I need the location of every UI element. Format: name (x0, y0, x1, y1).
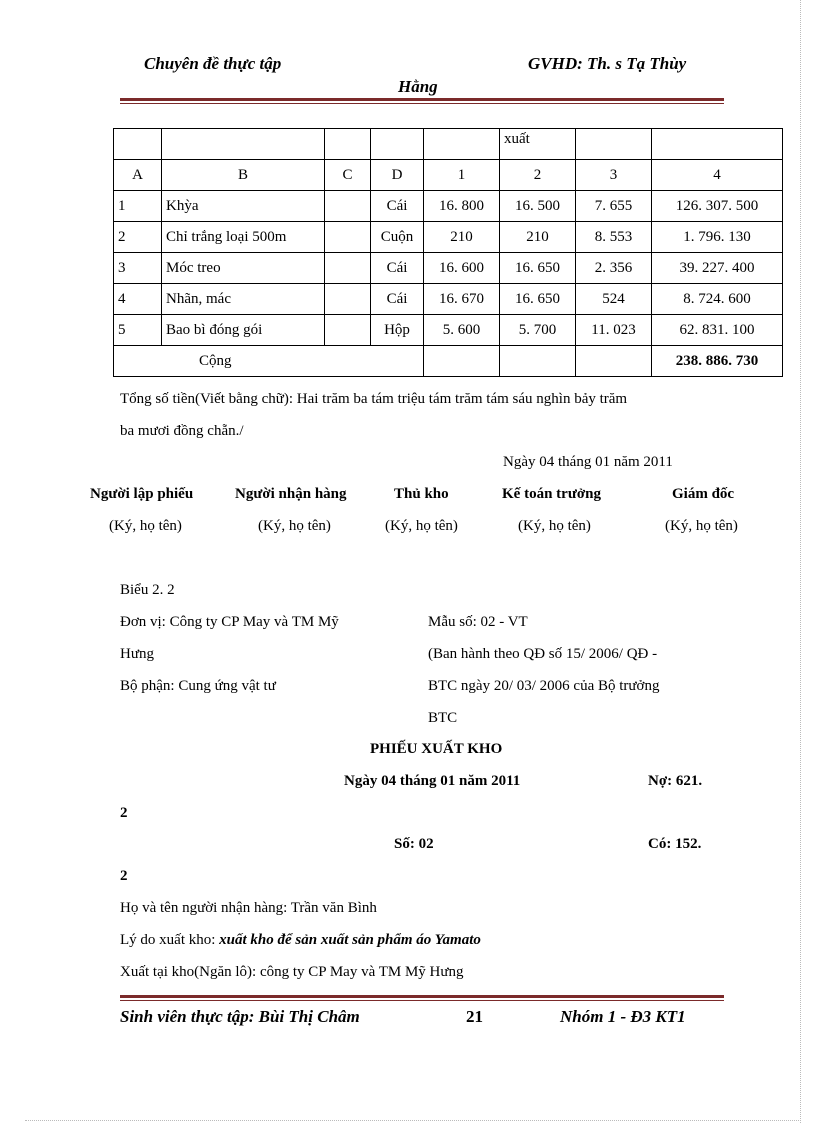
credit-account-cont: 2 (120, 868, 128, 884)
header-rule (120, 98, 724, 104)
items-table (113, 128, 783, 377)
table-row: 2 Chỉ trắng loại 500m Cuộn 210 210 8. 553 1. 796. 130 (114, 222, 783, 253)
reason-line (120, 932, 481, 949)
signature-title-receiver: Người nhận hàng (235, 486, 347, 502)
footer-group: Nhóm 1 - Đ3 KT1 (560, 1007, 686, 1026)
credit-account: Có: 152. (648, 836, 702, 852)
page-edge-right (800, 0, 801, 1123)
signature-note-chief-accountant: (Ký, họ tên) (518, 518, 591, 534)
footer-rule (120, 995, 724, 1001)
header-xuat: xuất (500, 129, 576, 160)
signature-title-director: Giám đốc (672, 486, 735, 502)
signature-title-storekeeper: Thủ kho (394, 486, 449, 502)
table-row: 1 Khỳa Cái 16. 800 16. 500 7. 655 126. 307. 500 (114, 191, 783, 222)
decree-line1: (Ban hành theo QĐ số 15/ 2006/ QĐ - (428, 646, 658, 662)
table-header-partial-row (114, 129, 783, 160)
decree-line2: BTC ngày 20/ 03/ 2006 của Bộ trưởng (428, 678, 660, 694)
warehouse-line: Xuất tại kho(Ngăn lô): công ty CP May và TM Mỹ Hưng (120, 964, 464, 980)
total-value: 238. 886. 730 (652, 346, 783, 377)
footer-student: Sinh viên thực tập: Bùi Thị Châm (120, 1007, 360, 1026)
amount-words-line1: Tổng số tiền(Viết bằng chữ): Hai trăm ba tám triệu tám trăm tám sáu nghìn bảy trăm (120, 391, 628, 407)
amount-words-line2: ba mươi đồng chẵn./ (120, 423, 244, 439)
date-line: Ngày 04 tháng 01 năm 2011 (503, 454, 673, 470)
unit-line1: Đơn vị: Công ty CP May và TM Mỹ (120, 614, 339, 630)
form-title: PHIẾU XUẤT KHO (370, 741, 503, 757)
form-date: Ngày 04 tháng 01 năm 2011 (344, 773, 521, 789)
total-label: Cộng (114, 346, 424, 377)
table-row: 4 Nhãn, mác Cái 16. 670 16. 650 524 8. 724. 600 (114, 284, 783, 315)
footer-page-number: 21 (466, 1007, 483, 1026)
debit-account-cont: 2 (120, 805, 128, 821)
voucher-number: Số: 02 (394, 836, 434, 852)
receiver-line: Họ và tên người nhận hàng: Trần văn Bình (120, 900, 377, 916)
form-label: Biểu 2. 2 (120, 582, 175, 598)
header-right-cont: Hằng (398, 77, 438, 96)
table-code-row: A B C D 1 2 3 4 (114, 160, 783, 191)
signature-title-chief-accountant: Kế toán trưởng (502, 486, 601, 502)
signature-note-creator: (Ký, họ tên) (109, 518, 182, 534)
decree-line3: BTC (428, 710, 458, 726)
template-number: Mẫu số: 02 - VT (428, 614, 528, 630)
table-total-row (114, 346, 783, 377)
reason-value: xuất kho để sản xuất sản phẩm áo Yamato (219, 932, 481, 948)
signature-note-receiver: (Ký, họ tên) (258, 518, 331, 534)
page-edge-bottom (25, 1120, 801, 1121)
table-row: 5 Bao bì đóng gói Hộp 5. 600 5. 700 11. 023 62. 831. 100 (114, 315, 783, 346)
table-row: 3 Móc treo Cái 16. 600 16. 650 2. 356 39. 227. 400 (114, 253, 783, 284)
unit-line2: Hưng (120, 646, 154, 662)
signature-note-director: (Ký, họ tên) (665, 518, 738, 534)
signature-title-creator: Người lập phiếu (90, 486, 194, 502)
signature-note-storekeeper: (Ký, họ tên) (385, 518, 458, 534)
header-left: Chuyên đề thực tập (144, 54, 282, 73)
header-right: GVHD: Th. s Tạ Thùy (528, 54, 687, 73)
department: Bộ phận: Cung ứng vật tư (120, 678, 276, 694)
reason-label: Lý do xuất kho: (120, 932, 220, 948)
debit-account: Nợ: 621. (648, 773, 703, 789)
